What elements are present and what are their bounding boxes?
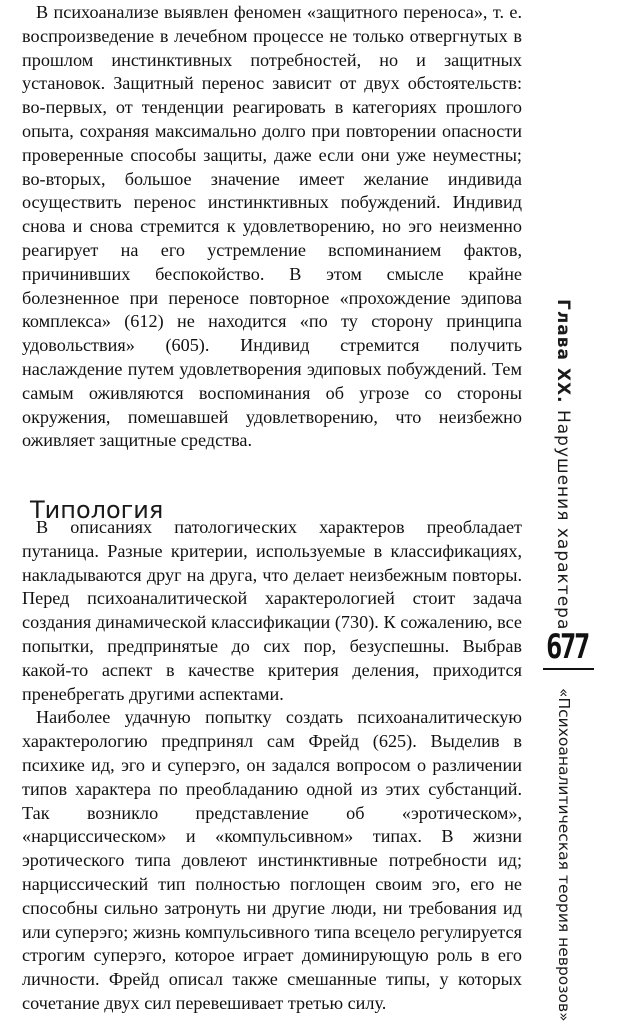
paragraph: В описаниях патологических характеров преобладает путаница. Разные критерии, используемые в классификациях, накладываются друг на друга, что делает неизбежным повторы. Перед психоаналитической характерологией стоит задача создания динамической классификации (730). К сожалению, все попытки, предпринятые до сих пор, безуспешны. Выбрав какой-то аспект в качестве критерия деления, приходится пренебрегать другими аспектами. [22,517,522,704]
paragraph: В психоанализе выявлен феномен «защитного переноса», т. е. воспроизведение в лечебном процессе не только отвергнутых в прошлом инстинктивных потребностей, но и защитных установок. Защитный перенос зависит от двух обстоятельств: во-первых, от тенденции реагировать в категориях прошлого опыта, сохраняя максимально долго при повторении опасности проверенные способы защиты, даже если они уже неуместны; во-вторых, большое значение имеет желание индивида осуществить перенос инстинктивных побуждений. Индивид снова и снова стремится к удовлетворению, но эго неизменно реагирует на его устремление вспоминанием фактов, причинивших беспокойство. В этом смысле крайне болезненное при переносе повторное «прохождение эдипова комплекса» (612) не находится «по ту сторону принципа удовольствия» (605). Индивид стремится получить наслаждение путем удовлетворения эдиповых побуждений. Тем самым оживляются воспоминания об угрозе со стороны окружения, помешавшей удовлетворению, что неизбежно оживляет защитные средства. [22,2,522,451]
chapter-label: Глава XX. [553,299,573,404]
body-text-bottom [22,516,522,1016]
page-sidebar [536,0,620,1000]
page-number: 677 [546,627,588,667]
paragraph: Наиболее удачную попытку создать психоаналитическую характерологию предпринял сам Фрейд (625). Выделив в психике ид, эго и суперэго, он задался вопросом о различении типов характера по преобладанию одной из этих субстанций. Так возникло представление об «эротическом», «нарциссическом» и «компульсивном» типах. В жизни эротического типа довлеют инстинктивные потребности ид; нарциссический тип полностью поглощен своим эго, его не способны сильно затронуть ни другие люди, ни требования ид или суперэго; жизнь компульсивного типа всецело регулируется строгим суперэго, которое играет доминирующую роль в его личности. Фрейд описал также смешанные типы, у которых сочетание двух сил перевешивает третью силу. [22,707,522,1013]
chapter-title: Нарушения характера [553,409,573,631]
running-head [553,299,573,630]
section-heading: Типология [30,495,164,524]
body-text-top [22,1,522,453]
book-title: «Психоаналитическая теория неврозов» [555,688,573,1022]
page-number-rule [543,668,594,670]
